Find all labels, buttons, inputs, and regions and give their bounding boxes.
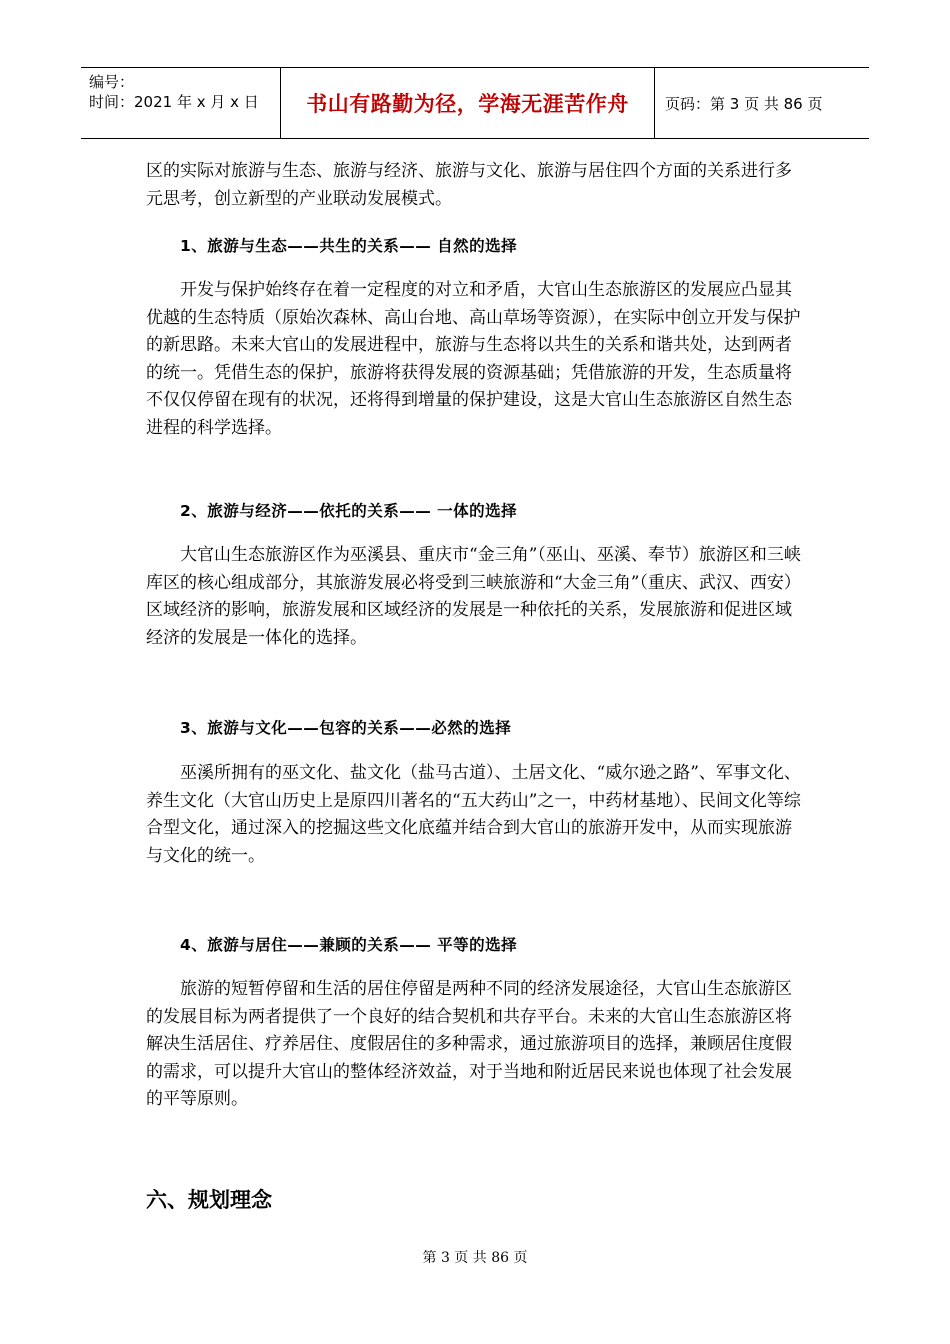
section-body-1 <box>146 277 806 442</box>
header-motto: 书山有路勤为径，学海无涯苦作舟 <box>281 68 655 138</box>
section-body-3 <box>146 760 806 870</box>
page-header-table <box>81 67 869 139</box>
section-heading-2: 2、旅游与经济——依托的关系—— 一体的选择 <box>180 502 518 520</box>
section-heading-1: 1、旅游与生态——共生的关系—— 自然的选择 <box>180 237 518 255</box>
document-date-label: 时间：2021 年 x 月 x 日 <box>89 93 259 111</box>
section-body-4 <box>146 976 806 1114</box>
page-footer: 第 3 页 共 86 页 <box>422 1250 528 1266</box>
document-number-label: 编号： <box>89 73 135 91</box>
section-paragraph-2: 大官山生态旅游区作为巫溪县、重庆市“金三角”（巫山、巫溪、奉节）旅游区和三峡库区的核心组成部分，其旅游发展必将受到三峡旅游和“大金三角”（重庆、武汉、西安）区域经济的影响，旅游发展和区域经济的发展是一种依托的关系，发展旅游和促进区域经济的发展是一体化的选择。 <box>146 545 801 648</box>
section-paragraph-3: 巫溪所拥有的巫文化、盐文化（盐马古道）、土居文化、“威尔逊之路”、军事文化、养生文化（大官山历史上是原四川著名的“五大药山”之一，中药材基地）、民间文化等综合型文化，通过深入的挖掘这些文化底蕴并结合到大官山的旅游开发中，从而实现旅游与文化的统一。 <box>146 763 801 866</box>
chapter-title: 六、规划理念 <box>146 1188 272 1212</box>
section-paragraph-1: 开发与保护始终存在着一定程度的对立和矛盾，大官山生态旅游区的发展应凸显其优越的生态特质（原始次森林、高山台地、高山草场等资源），在实际中创立开发与保护的新思路。未来大官山的发展进程中，旅游与生态将以共生的关系和谐共处，达到两者的统一。凭借生态的保护，旅游将获得发展的资源基础；凭借旅游的开发，生态质量将不仅仅停留在现有的状况，还将得到增量的保护建设，这是大官山生态旅游区自然生态进程的科学选择。 <box>146 280 801 438</box>
section-body-2 <box>146 542 806 652</box>
header-page-number: 页码：第 3 页 共 86 页 <box>665 94 823 113</box>
section-heading-3: 3、旅游与文化——包容的关系——必然的选择 <box>180 719 512 737</box>
intro-paragraph: 区的实际对旅游与生态、旅游与经济、旅游与文化、旅游与居住四个方面的关系进行多元思考，创立新型的产业联动发展模式。 <box>146 161 792 209</box>
intro-paragraph-block <box>146 158 806 213</box>
section-heading-4: 4、旅游与居住——兼顾的关系—— 平等的选择 <box>180 936 518 954</box>
header-meta <box>81 68 281 138</box>
section-paragraph-4: 旅游的短暂停留和生活的居住停留是两种不同的经济发展途径，大官山生态旅游区的发展目标为两者提供了一个良好的结合契机和共存平台。未来的大官山生态旅游区将解决生活居住、疗养居住、度假居住的多种需求，通过旅游项目的选择，兼顾居住度假的需求，可以提升大官山的整体经济效益，对于当地和附近居民来说也体现了社会发展的平等原则。 <box>146 979 792 1109</box>
